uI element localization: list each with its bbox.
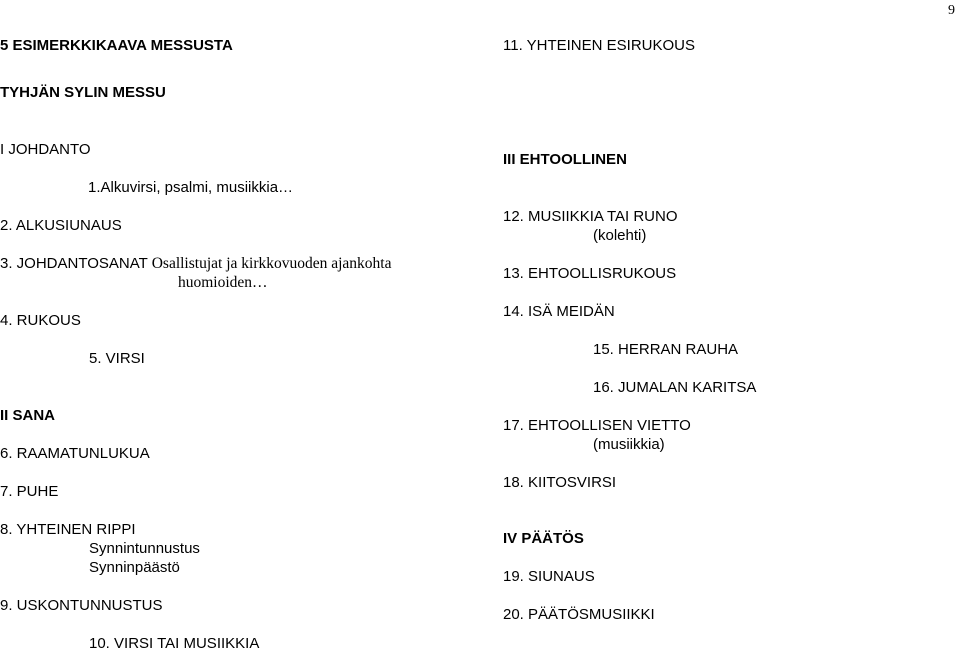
page-heading: 5 ESIMERKKIKAAVA MESSUSTA (0, 37, 233, 54)
section-johdanto: I JOHDANTO (0, 141, 91, 158)
item-musiikkia: (musiikkia) (593, 436, 665, 453)
item-ehtoollisen-vietto: 17. EHTOOLLISEN VIETTO (503, 417, 691, 434)
item-yhteinen-esirukous: 11. YHTEINEN ESIRUKOUS (503, 37, 695, 54)
item-johdantosanat-title: 3. JOHDANTOSANAT (0, 255, 148, 272)
item-kolehti: (kolehti) (593, 227, 647, 244)
item-jumalan-karitsa: 16. JUMALAN KARITSA (593, 379, 757, 396)
item-musiikkia-tai-runo: 12. MUSIIKKIA TAI RUNO (503, 208, 678, 225)
item-synnintunnustus: Synnintunnustus (89, 540, 200, 557)
item-isa-meidan: 14. ISÄ MEIDÄN (503, 303, 615, 320)
item-johdantosanat-note: Osallistujat ja kirkkovuoden ajankohta (151, 255, 392, 272)
item-alkuvirsi: 1.Alkuvirsi, psalmi, musiikkia… (88, 179, 294, 196)
item-alkusiunaus: 2. ALKUSIUNAUS (0, 217, 122, 234)
item-herran-rauha: 15. HERRAN RAUHA (593, 341, 739, 358)
item-kiitosvirsi: 18. KIITOSVIRSI (503, 474, 617, 491)
item-johdantosanat-note-cont: huomioiden… (178, 274, 268, 291)
page-number: 9 (948, 3, 955, 18)
item-uskontunnustus: 9. USKONTUNNUSTUS (0, 597, 163, 614)
item-paatosmusiikki: 20. PÄÄTÖSMUSIIKKI (503, 606, 655, 623)
service-title: TYHJÄN SYLIN MESSU (0, 84, 166, 101)
section-ehtoollinen: III EHTOOLLINEN (503, 151, 627, 168)
item-siunaus: 19. SIUNAUS (503, 568, 595, 585)
item-yhteinen-rippi: 8. YHTEINEN RIPPI (0, 521, 136, 538)
item-rukous: 4. RUKOUS (0, 312, 81, 329)
item-virsi: 5. VIRSI (89, 350, 145, 367)
item-virsi-tai-musiikkia: 10. VIRSI TAI MUSIIKKIA (89, 635, 260, 652)
section-paatos: IV PÄÄTÖS (503, 530, 584, 547)
item-synninpaasto: Synninpäästö (89, 559, 180, 576)
item-ehtoollisrukous: 13. EHTOOLLISRUKOUS (503, 265, 677, 282)
item-puhe: 7. PUHE (0, 483, 59, 500)
item-johdantosanat (0, 255, 391, 273)
item-raamatunlukua: 6. RAAMATUNLUKUA (0, 445, 150, 462)
section-sana: II SANA (0, 407, 56, 424)
